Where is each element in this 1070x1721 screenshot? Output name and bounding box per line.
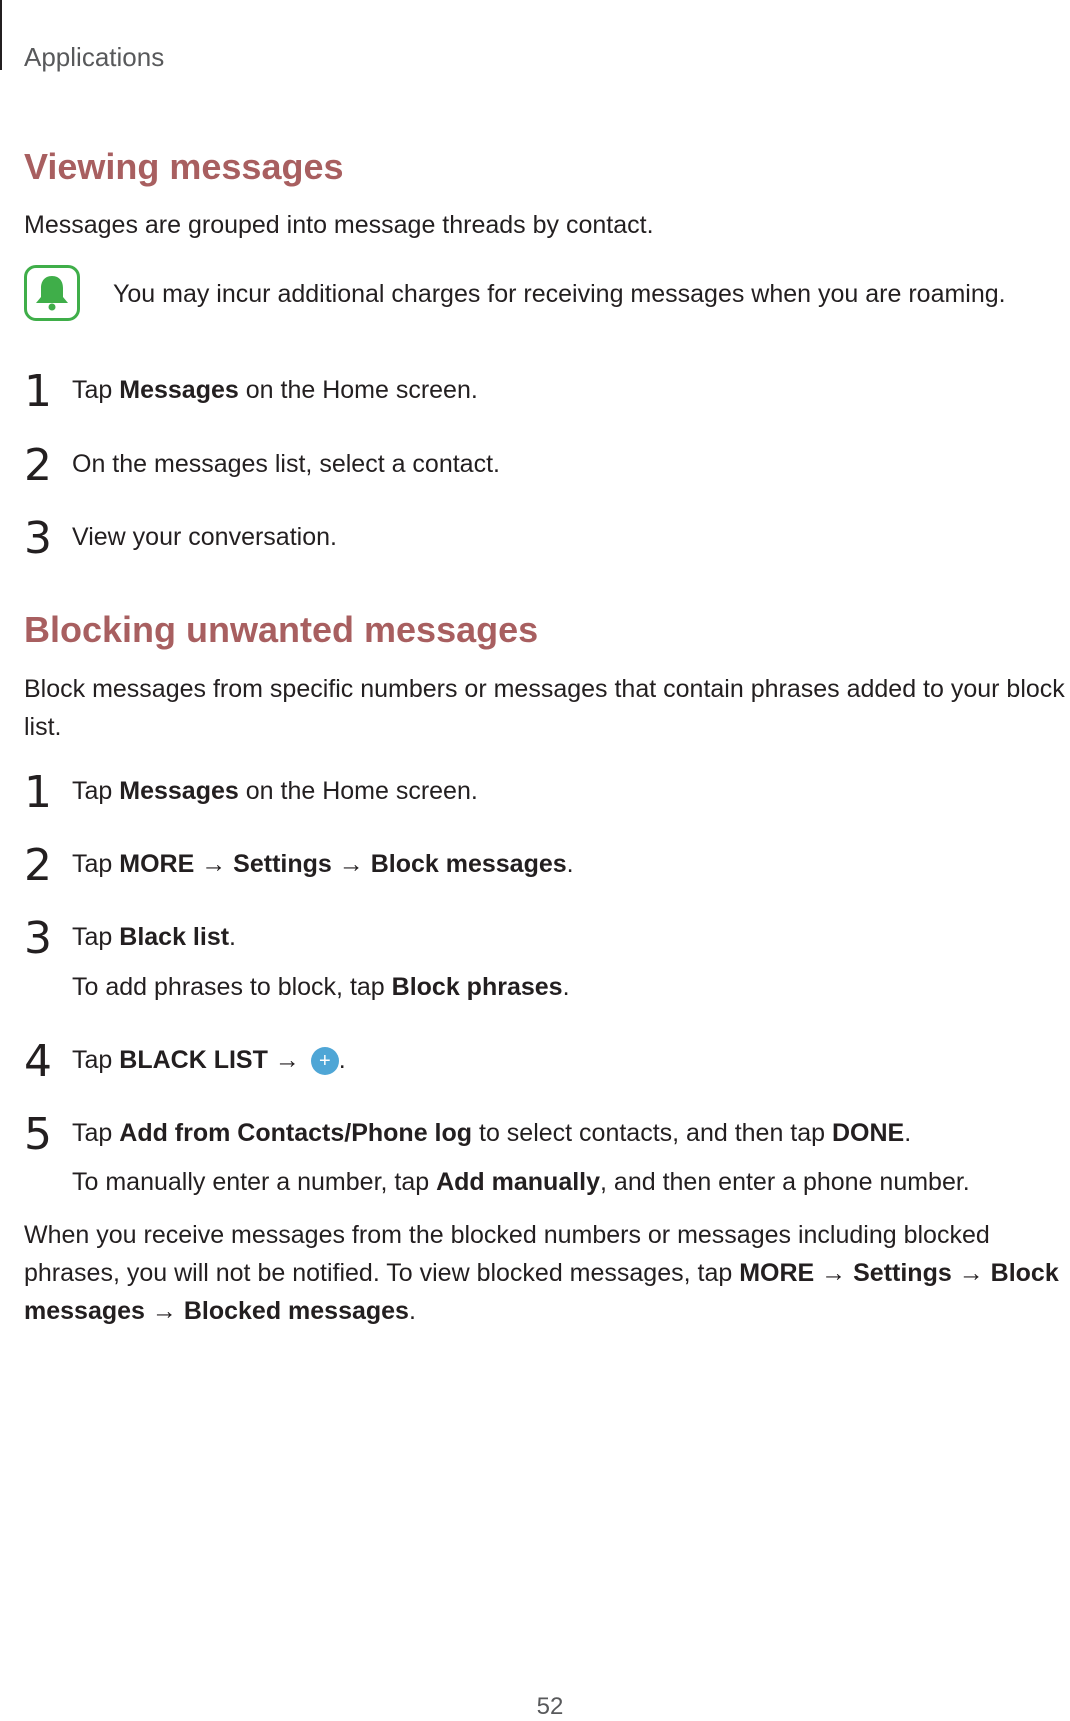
blocking-heading: Blocking unwanted messages — [24, 609, 539, 650]
section-label: Applications — [24, 42, 165, 72]
add-icon: + — [311, 1047, 339, 1075]
blocking-step-5-sub: To manually enter a number, tap Add manually, and then enter a phone number. — [72, 1168, 970, 1196]
step-number: 4 — [24, 1036, 52, 1087]
top-rule — [0, 0, 2, 70]
step-number: 3 — [24, 913, 52, 964]
closing-line2: phrases, you will not be notified. To view blocked messages, tap MORE → Settings → Block — [24, 1259, 1059, 1287]
messages-app-label: Messages — [119, 376, 239, 404]
step-number: 2 — [24, 440, 52, 491]
notice-bell-icon — [24, 265, 80, 321]
closing-line3: messages → Blocked messages. — [24, 1297, 416, 1325]
step-number: 1 — [24, 366, 52, 417]
step-number: 2 — [24, 840, 52, 891]
page-number: 52 — [536, 1693, 564, 1720]
viewing-intro: Messages are grouped into message threads by contact. — [24, 211, 654, 239]
step-number: 1 — [24, 767, 52, 818]
step-number: 3 — [24, 513, 52, 564]
step-number: 5 — [24, 1109, 52, 1160]
blocking-intro-line2: list. — [24, 713, 62, 741]
blocking-step-3-sub: To add phrases to block, tap Block phrases. — [72, 973, 570, 1001]
viewing-heading: Viewing messages — [24, 146, 344, 187]
blocking-intro-line1: Block messages from specific numbers or messages that contain phrases added to your block — [24, 675, 1065, 703]
closing-line1: When you receive messages from the blocked numbers or messages including blocked — [24, 1221, 990, 1249]
roaming-note: You may incur additional charges for receiving messages when you are roaming. — [113, 280, 1006, 308]
